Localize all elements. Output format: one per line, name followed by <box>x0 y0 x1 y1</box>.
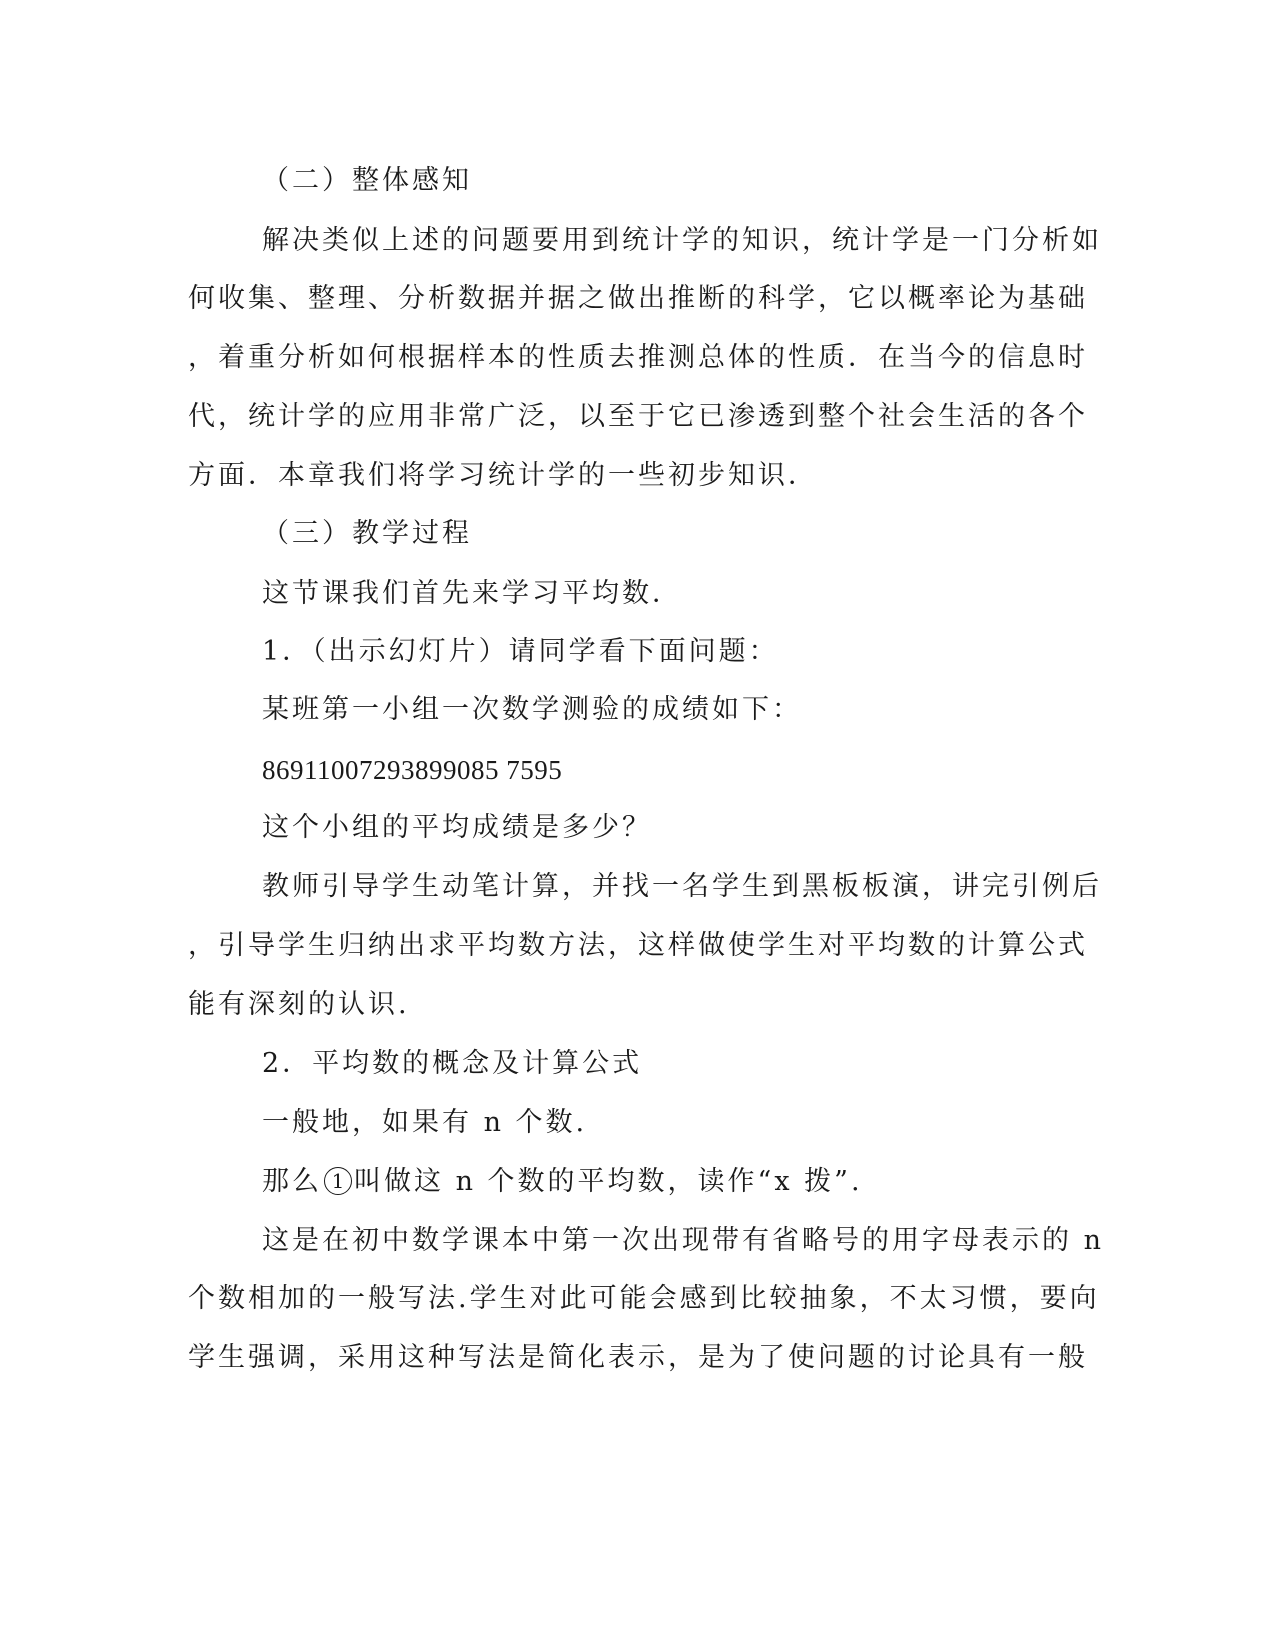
paragraph-line: 某班第一小组一次数学测验的成绩如下： <box>262 694 802 725</box>
paragraph-line: 一般地，如果有 n 个数. <box>262 1107 588 1138</box>
circled-number: 1 <box>324 1167 352 1195</box>
paragraph-line: ，着重分析如何根据样本的性质去推测总体的性质．在当今的信息时 <box>188 342 1088 373</box>
section-heading-overall-perception: （二）整体感知 <box>262 165 472 196</box>
paragraph-line: 解决类似上述的问题要用到统计学的知识，统计学是一门分析如 <box>262 225 1102 256</box>
text-segment: 那么 <box>262 1166 322 1197</box>
paragraph-line: 教师引导学生动笔计算，并找一名学生到黑板板演，讲完引例后 <box>262 871 1102 902</box>
numbered-item: 2．平均数的概念及计算公式 <box>262 1048 643 1079</box>
paragraph-line: 能有深刻的认识. <box>188 989 410 1020</box>
scores-list: 86911007293899085 7595 <box>262 755 563 785</box>
question-line: 这个小组的平均成绩是多少？ <box>262 812 652 843</box>
section-heading-teaching-process: （三）教学过程 <box>262 518 472 549</box>
paragraph-line: 学生强调，采用这种写法是简化表示，是为了使问题的讨论具有一般 <box>188 1342 1088 1373</box>
paragraph-line: ，引导学生归纳出求平均数方法，这样做使学生对平均数的计算公式 <box>188 930 1088 961</box>
paragraph-line: 个数相加的一般写法.学生对此可能会感到比较抽象，不太习惯，要向 <box>188 1283 1100 1314</box>
formula-reference-line <box>262 1162 1142 1202</box>
paragraph-line: 代，统计学的应用非常广泛，以至于它已渗透到整个社会生活的各个 <box>188 401 1088 432</box>
numbered-item: 1．（出示幻灯片）请同学看下面问题： <box>262 636 779 667</box>
paragraph-line: 方面．本章我们将学习统计学的一些初步知识． <box>188 460 818 491</box>
paragraph-line: 这是在初中数学课本中第一次出现带有省略号的用字母表示的 n <box>262 1225 1104 1256</box>
paragraph-line: 这节课我们首先来学习平均数． <box>262 578 682 609</box>
paragraph-line: 何收集、整理、分析数据并据之做出推断的科学，它以概率论为基础 <box>188 283 1088 314</box>
text-segment: 叫做这 n 个数的平均数，读作“x 拨”. <box>354 1166 863 1197</box>
